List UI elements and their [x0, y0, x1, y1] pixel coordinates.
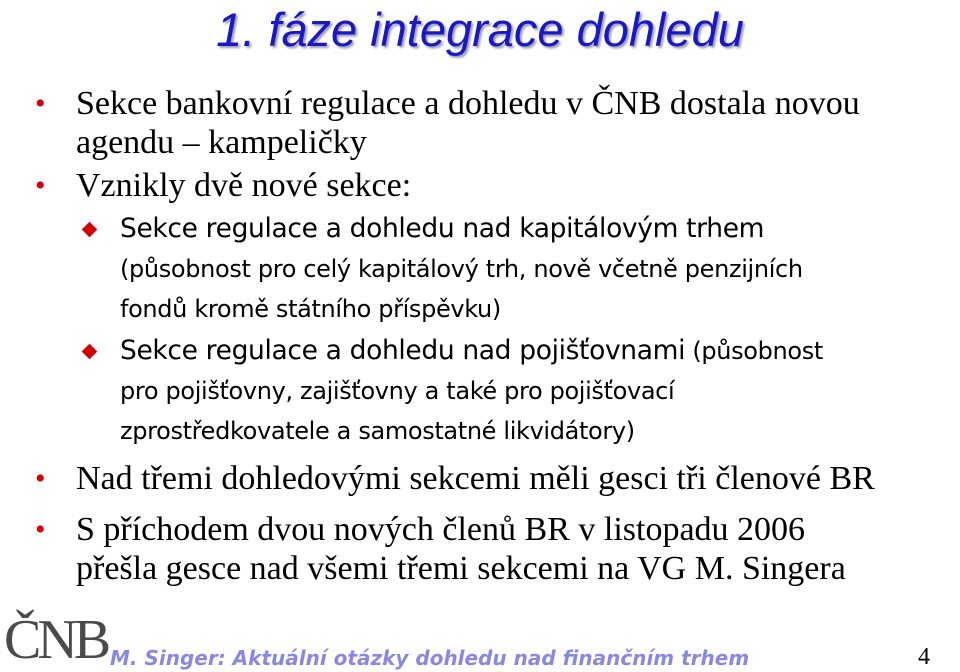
footer-text: M. Singer: Aktuální otázky dohledu nad finančním trhem [110, 646, 750, 670]
sub-bullet-line: (působnost [685, 337, 823, 365]
bullet-item [0, 166, 960, 205]
bullet-line: Vznikly dvě nové sekce: [76, 167, 412, 204]
bullet-line: S příchodem dvou nových členů BR v listopadu 2006 [76, 511, 806, 548]
sub-bullet-line: zprostředkovatele a samostatné likvidátory) [120, 417, 635, 445]
diamond-bullet-icon [82, 344, 98, 360]
bullet-dot-icon: • [35, 169, 46, 202]
slide-content [0, 84, 960, 588]
sub-bullet-line: pro pojišťovny, zajišťovny a také pro pojišťovací [120, 377, 675, 405]
slide-title: 1. fáze integrace dohledu [216, 3, 744, 56]
page-number: 4 [918, 644, 930, 670]
bullet-line: Sekce bankovní regulace a dohledu v ČNB dostala novou [76, 85, 860, 122]
bullet-dot-icon: • [35, 462, 46, 495]
bullet-item [0, 510, 960, 588]
sub-bullet-item [0, 209, 960, 329]
diamond-bullet-icon [82, 222, 98, 238]
sub-bullet-lead: Sekce regulace a dohledu nad pojišťovnami [120, 335, 686, 366]
bullet-item [0, 459, 960, 498]
cnb-logo: ČNB [4, 609, 108, 671]
bullet-line: agendu – kampeličky [76, 124, 367, 161]
sub-bullet-line: Sekce regulace a dohledu nad kapitálovým trhem [120, 213, 765, 244]
bullet-dot-icon: • [35, 87, 46, 120]
bullet-item [0, 84, 960, 162]
sub-bullet-line: fondů kromě státního příspěvku) [120, 295, 501, 323]
bullet-line: přešla gesce nad všemi třemi sekcemi na VG M. Singera [76, 550, 846, 587]
sub-bullet-line: (působnost pro celý kapitálový trh, nově včetně penzijních [120, 255, 803, 283]
bullet-dot-icon: • [35, 513, 46, 546]
sub-bullet-item [0, 331, 960, 451]
bullet-line: Nad třemi dohledovými sekcemi měli gesci tři členové BR [76, 460, 875, 497]
